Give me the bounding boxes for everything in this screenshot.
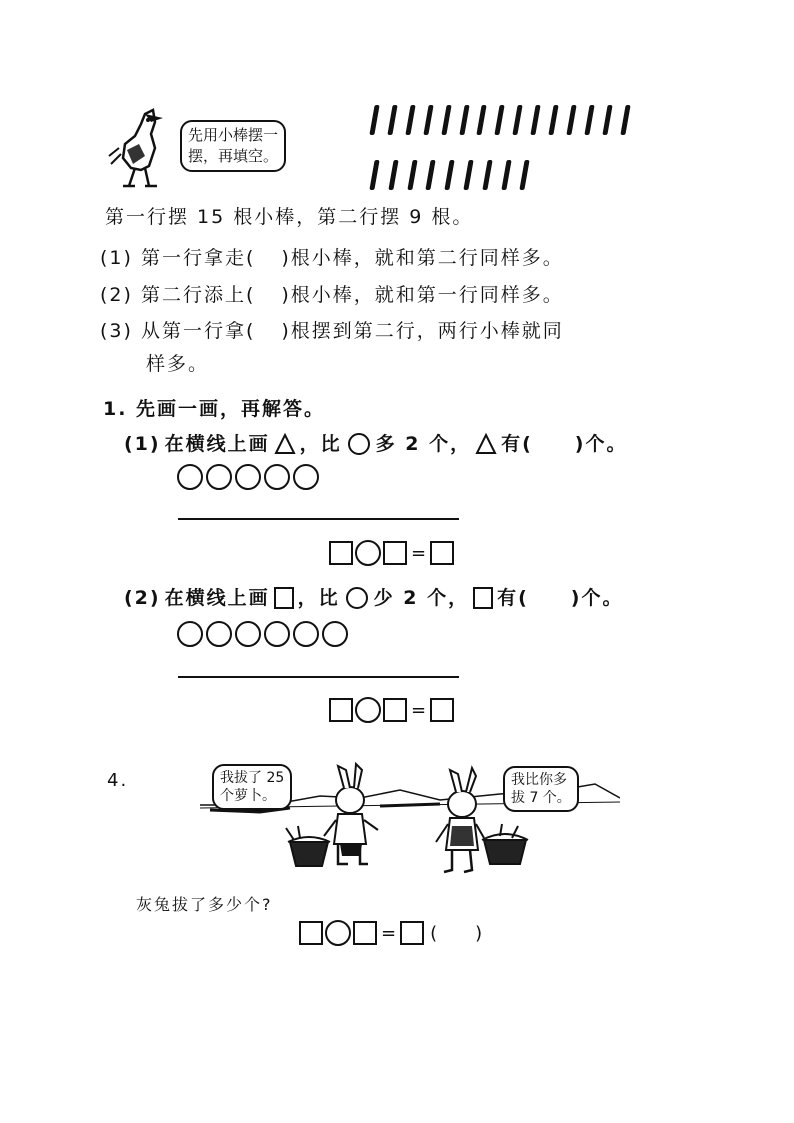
equation-1 xyxy=(329,540,454,566)
stick xyxy=(482,160,492,190)
answer-box[interactable] xyxy=(353,921,377,945)
question-2: (2) 第二行添上( )根小棒，就和第一行同样多。 xyxy=(100,284,564,306)
circle-row-1 xyxy=(177,464,319,490)
circle-shape xyxy=(235,621,261,647)
circle-shape xyxy=(206,621,232,647)
unit-paren-close: ) xyxy=(475,922,483,944)
answer-box[interactable] xyxy=(329,698,353,722)
equals-sign: = xyxy=(381,922,397,944)
bird-speech-bubble: 先用小棒摆一 摆，再填空。 xyxy=(180,120,286,172)
question-1: (1) 第一行拿走( )根小棒，就和第二行同样多。 xyxy=(100,247,564,269)
circle-shape xyxy=(177,621,203,647)
stick xyxy=(495,105,505,135)
sticks-row-1 xyxy=(372,103,642,137)
part-2-line: (2) 在横线上画 ，比 少 2 个， 有( )个。 xyxy=(124,586,624,609)
answer-box[interactable] xyxy=(430,698,454,722)
stick xyxy=(445,160,455,190)
section-4-question: 灰兔拔了多少个? xyxy=(136,895,273,914)
stick xyxy=(407,160,417,190)
equals-sign: = xyxy=(411,699,427,721)
circle-shape xyxy=(177,464,203,490)
stick xyxy=(369,105,379,135)
answer-box[interactable] xyxy=(400,921,424,945)
stick xyxy=(602,105,612,135)
drawing-line-2 xyxy=(178,676,459,678)
stick xyxy=(530,105,540,135)
triangle-icon xyxy=(274,433,296,455)
left-rabbit-bubble: 我拔了 25 个萝卜。 xyxy=(212,764,292,810)
question-3: (3) 从第一行拿( )根摆到第二行，两行小棒就同 xyxy=(100,320,564,342)
square-icon xyxy=(473,587,493,609)
stick xyxy=(369,160,379,190)
equals-sign: = xyxy=(411,542,427,564)
circle-icon xyxy=(346,587,368,609)
bird-illustration xyxy=(105,108,175,190)
circle-shape xyxy=(293,621,319,647)
unit-paren-open: ( xyxy=(430,922,438,944)
part-1-line: (1) 在横线上画 ，比 多 2 个， 有( )个。 xyxy=(124,432,628,455)
stick xyxy=(405,105,415,135)
circle-shape xyxy=(322,621,348,647)
square-icon xyxy=(274,587,294,609)
circle-shape xyxy=(264,621,290,647)
stick xyxy=(584,105,594,135)
section-4-number: 4. xyxy=(107,770,129,791)
sticks-row-2 xyxy=(372,158,542,192)
answer-box[interactable] xyxy=(329,541,353,565)
stick xyxy=(388,160,398,190)
stick xyxy=(520,160,530,190)
answer-box[interactable] xyxy=(299,921,323,945)
circle-icon xyxy=(348,433,370,455)
operator-circle[interactable] xyxy=(355,697,381,723)
stick xyxy=(513,105,523,135)
answer-box[interactable] xyxy=(383,698,407,722)
circle-shape xyxy=(206,464,232,490)
circle-shape xyxy=(293,464,319,490)
operator-circle[interactable] xyxy=(355,540,381,566)
statement: 第一行摆 15 根小棒，第二行摆 9 根。 xyxy=(105,206,474,228)
right-rabbit-bubble: 我比你多 拔 7 个。 xyxy=(503,766,579,812)
answer-box[interactable] xyxy=(430,541,454,565)
equation-2 xyxy=(329,697,454,723)
stick xyxy=(566,105,576,135)
circle-shape xyxy=(264,464,290,490)
stick xyxy=(441,105,451,135)
equation-4 xyxy=(299,920,486,946)
stick xyxy=(426,160,436,190)
question-3-cont: 样多。 xyxy=(146,353,210,375)
circle-shape xyxy=(235,464,261,490)
stick xyxy=(459,105,469,135)
stick xyxy=(423,105,433,135)
operator-circle[interactable] xyxy=(325,920,351,946)
stick xyxy=(387,105,397,135)
stick xyxy=(463,160,473,190)
circle-row-2 xyxy=(177,621,348,647)
triangle-icon xyxy=(475,433,497,455)
stick xyxy=(501,160,511,190)
drawing-line-1 xyxy=(178,518,459,520)
stick xyxy=(548,105,558,135)
stick xyxy=(477,105,487,135)
section-1-heading: 1. 先画一画，再解答。 xyxy=(103,398,326,420)
answer-box[interactable] xyxy=(383,541,407,565)
stick xyxy=(620,105,630,135)
